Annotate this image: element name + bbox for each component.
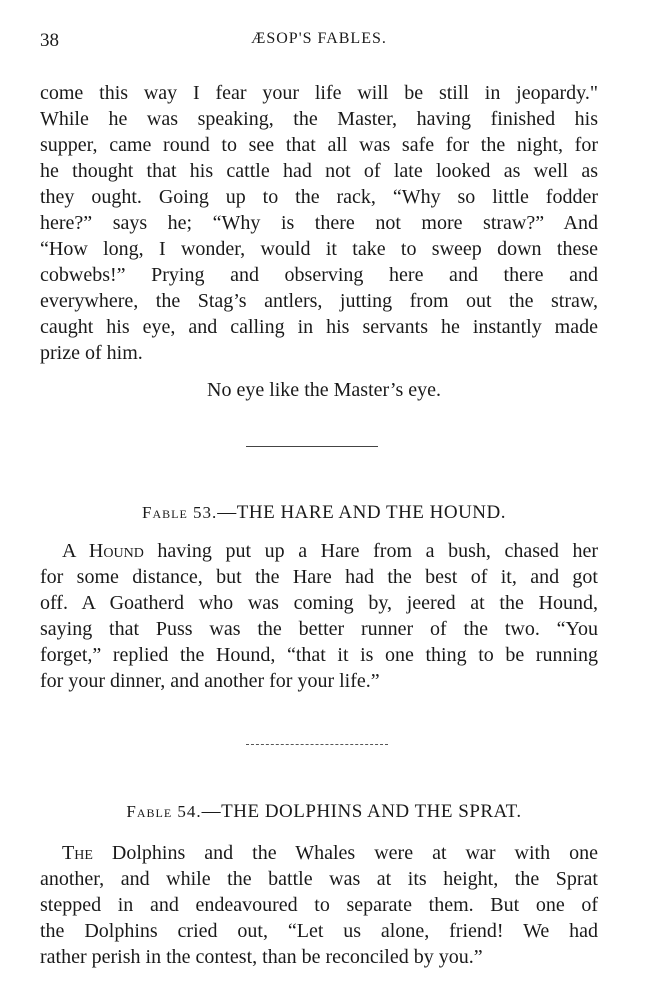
text-line: everywhere, the Stag’s antlers, jutting from out the straw, [40, 290, 598, 312]
section-divider [246, 446, 378, 447]
text-line: rather perish in the contest, than be reconciled by you.” [40, 946, 483, 968]
fable-title: —THE HARE AND THE HOUND. [217, 502, 506, 523]
fable-title: —THE DOLPHINS AND THE SPRAT. [201, 801, 522, 822]
text-line: forget,” replied the Hound, “that it is one thing to be running [40, 644, 598, 666]
running-title: ÆSOP'S FABLES. [251, 30, 387, 47]
fable-heading [0, 500, 648, 526]
lead-word: The [62, 842, 93, 864]
text-line: he thought that his cattle had not of late looked as well as [40, 160, 598, 182]
text-line: come this way I fear your life will be still in jeopardy." [40, 82, 598, 104]
text-line: for your dinner, and another for your life.” [40, 670, 380, 692]
text-line: for some distance, but the Hare had the best of it, and got [40, 566, 598, 588]
text-line: they ought. Going up to the rack, “Why so little fodder [40, 186, 598, 208]
text-line: “How long, I wonder, would it take to sweep down these [40, 238, 598, 260]
text-run: Dolphins and the Whales were at war with one [92, 842, 598, 864]
text-line: stepped in and endeavoured to separate them. But one of [40, 894, 598, 916]
text-line: another, and while the battle was at its height, the Sprat [40, 868, 598, 890]
fable-number: Fable 53. [141, 503, 218, 522]
text-line: the Dolphins cried out, “Let us alone, friend! We had [40, 920, 598, 942]
text-line: caught his eye, and calling in his servants he instantly made [40, 316, 598, 338]
text-line: cobwebs!” Prying and observing here and there and [40, 264, 598, 286]
text-line: supper, came round to see that all was safe for the night, for [40, 134, 598, 156]
text-line: off. A Goatherd who was coming by, jeered at the Hound, [40, 592, 598, 614]
lead-word: A Hound [62, 540, 144, 562]
text-line: While he was speaking, the Master, having finished his [40, 108, 598, 130]
text-run: having put up a Hare from a bush, chased her [143, 540, 598, 562]
running-head [40, 30, 598, 56]
page-number: 38 [40, 30, 59, 51]
text-line: prize of him. [40, 342, 143, 364]
section-divider [246, 744, 388, 745]
moral: No eye like the Master’s eye. [207, 379, 441, 401]
text-line: here?” says he; “Why is there not more straw?” And [40, 212, 598, 234]
fable-number: Fable 54. [126, 802, 202, 821]
fable-heading [0, 799, 648, 825]
text-line [62, 538, 598, 564]
text-line: saying that Puss was the better runner of the two. “You [40, 618, 598, 640]
text-line [62, 840, 598, 866]
